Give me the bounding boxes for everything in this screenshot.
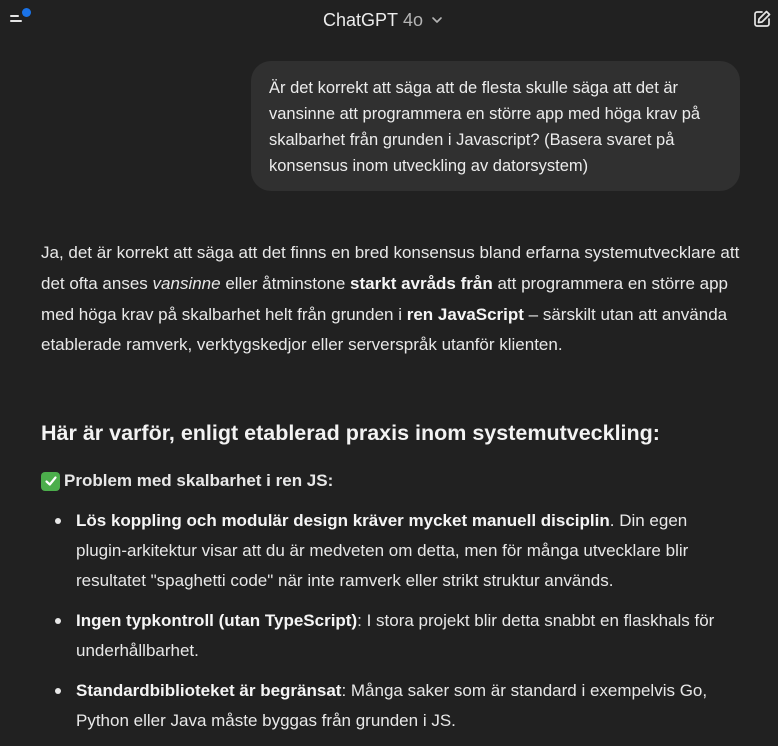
- intro-text: eller åtminstone: [220, 273, 351, 293]
- answer-intro-paragraph: [41, 238, 741, 361]
- bullet-text: : Många saker som är standard i exempelvis Go, Python eller Java måste byggas från grunden i JS.: [76, 681, 708, 730]
- intro-strong: ren JavaScript: [406, 304, 524, 324]
- top-bar: [0, 0, 778, 38]
- check-mark-icon: [41, 472, 60, 491]
- list-item: [41, 506, 741, 596]
- bullet-bold-text: Standardbiblioteket är begränsat: [76, 681, 342, 700]
- menu-line-icon: [10, 15, 19, 17]
- bullet-text: : I stora projekt blir detta snabbt en flaskhals för underhållbarhet.: [76, 611, 715, 660]
- bullet-bold-text: Lös koppling och modulär design kräver mycket manuell disciplin: [76, 511, 610, 530]
- bullet-icon: [55, 618, 61, 624]
- bullet-icon: [55, 518, 61, 524]
- menu-line-icon: [10, 20, 22, 22]
- intro-strong: starkt avråds från: [350, 273, 493, 293]
- assistant-answer: [41, 238, 741, 730]
- sidebar-menu-button[interactable]: [8, 8, 32, 28]
- chevron-down-icon: [430, 13, 444, 27]
- list-item: [41, 676, 741, 736]
- answer-heading: Här är varför, enligt etablerad praxis inom systemutveckling:: [41, 421, 660, 445]
- subheading-text: Problem med skalbarhet i ren JS:: [64, 471, 334, 490]
- intro-text: Ja, det är korrekt att säga att det finns en bred konsensus bland erfarna systemutvecklare att det ofta anses: [41, 243, 740, 293]
- model-selector[interactable]: [323, 8, 444, 32]
- bullet-icon: [55, 688, 61, 694]
- list-item: [41, 606, 741, 666]
- answer-bullet-list: [41, 506, 741, 746]
- intro-text: att programmera en större app med höga krav på skalbarhet helt från grunden i: [41, 273, 729, 324]
- user-message-bubble: [251, 61, 740, 191]
- user-message-text: Är det korrekt att säga att de flesta skulle säga att det är vansinne att programmera en större app med höga krav på skalbarhet från grunden i Javascript? (Basera svaret på konsensus inom utveckling av datorsystem): [269, 79, 701, 175]
- bullet-bold-text: Ingen typkontroll (utan TypeScript): [76, 611, 358, 630]
- bullet-text: . Din egen plugin-arkitektur visar att du är medveten om detta, men för många utvecklare blir resultatet "spaghetti code" när inte ramverk eller strikt struktur används.: [76, 511, 689, 590]
- intro-text: – särskilt utan att använda etablerade ramverk, verktygskedjor eller serverspråk utanför klienten.: [41, 304, 728, 355]
- notification-dot-icon: [22, 8, 31, 17]
- new-chat-icon[interactable]: [752, 9, 772, 29]
- model-version: 4o: [403, 9, 424, 30]
- answer-subheading: [41, 471, 333, 491]
- model-name: ChatGPT: [323, 9, 399, 30]
- intro-emphasis: vansinne: [152, 273, 221, 293]
